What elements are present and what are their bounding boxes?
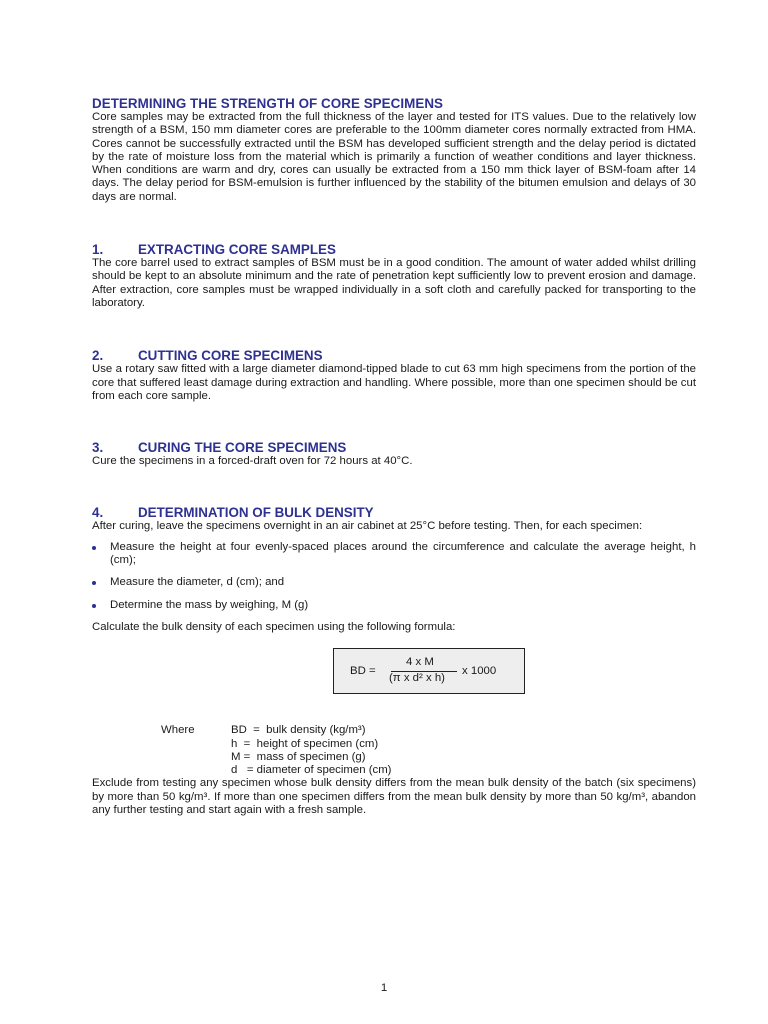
section-number: 4. [92,505,104,521]
definition-item: BD = bulk density (kg/m³) [231,724,366,737]
definition-list [231,724,391,777]
section-number: 3. [92,440,104,456]
section-4-paragraph: After curing, leave the specimens overnight in an air cabinet at 25°C before testing. Then, for each specimen: [92,520,643,533]
document-page [92,96,696,817]
section-3-paragraph: Cure the specimens in a forced-draft oven for 72 hours at 40°C. [92,455,413,468]
section-title: CURING THE CORE SPECIMENS [138,440,347,456]
definition-item: h = height of specimen (cm) [231,737,379,750]
variable-definitions [92,724,696,777]
section-3-heading [92,440,696,455]
section-title: EXTRACTING CORE SAMPLES [138,242,336,258]
section-number: 2. [92,348,104,364]
list-item: Measure the height at four evenly-spaced places around the circumference and calculate the average height, h (cm); [92,541,696,568]
where-label: Where [161,724,195,737]
section-number: 1. [92,242,104,258]
section-title: CUTTING CORE SPECIMENS [138,348,323,364]
section-1-heading [92,242,696,257]
section-1-paragraph: The core barrel used to extract samples of BSM must be in a good condition. The amount of water added whilst drilling should be kept to an absolute minimum and the rate of penetration kept sufficiently low to prevent erosion and damage. After extraction, core samples must be wrapped individually in a soft cloth and carefully packed for transporting to the laboratory. [92,257,696,309]
section-title: DETERMINATION OF BULK DENSITY [138,505,374,521]
document-title: DETERMINING THE STRENGTH OF CORE SPECIMENS [92,96,444,111]
intro-paragraph: Core samples may be extracted from the full thickness of the layer and tested for ITS values. Due to the relatively low strength of a BSM, 150 mm diameter cores are preferable to the 100mm diameter cores normally extracted from HMA. Cores cannot be successfully extracted until the BSM has developed sufficient strength and the delay period is dictated by the rate of moisture loss from the material which is primarily a function of weather conditions and layer thickness. When conditions are warm and dry, cores can usually be extracted from a 150 mm thick layer of BSM-foam after 14 days. The delay period for BSM-emulsion is further influenced by the stability of the bitumen emulsion and delays of 30 days are normal. [92,111,696,203]
formula-numerator: 4 x M [406,656,434,669]
bullet-icon [92,604,96,608]
formula-lhs: BD = [350,665,376,678]
measurement-list [92,541,696,612]
bullet-icon [92,546,96,550]
definition-item: M = mass of specimen (g) [231,750,366,763]
section-2-heading [92,348,696,363]
section-2-paragraph: Use a rotary saw fitted with a large diameter diamond-tipped blade to cut 63 mm high specimens from the portion of the core that suffered least damage during extraction and handling. Where possible, more than one specimen should be cut from each core sample. [92,363,696,402]
bullet-icon [92,581,96,585]
definition-item: d = diameter of specimen (cm) [231,764,392,777]
bulk-density-formula [333,648,525,694]
list-item: Determine the mass by weighing, M (g) [92,599,696,612]
calculation-instruction: Calculate the bulk density of each specimen using the following formula: [92,620,456,633]
list-item: Measure the diameter, d (cm); and [92,576,696,589]
formula-multiplier: x 1000 [462,665,497,678]
formula-denominator: (π x d² x h) [389,672,445,685]
exclusion-paragraph: Exclude from testing any specimen whose bulk density differs from the mean bulk density of the batch (six specimens) by more than 50 kg/m³. If more than one specimen differs from the mean bulk density by more than 50 kg/m³, abandon any further testing and start again with a fresh sample. [92,777,696,817]
page-number: 1 [380,982,388,994]
section-4-heading [92,505,696,520]
